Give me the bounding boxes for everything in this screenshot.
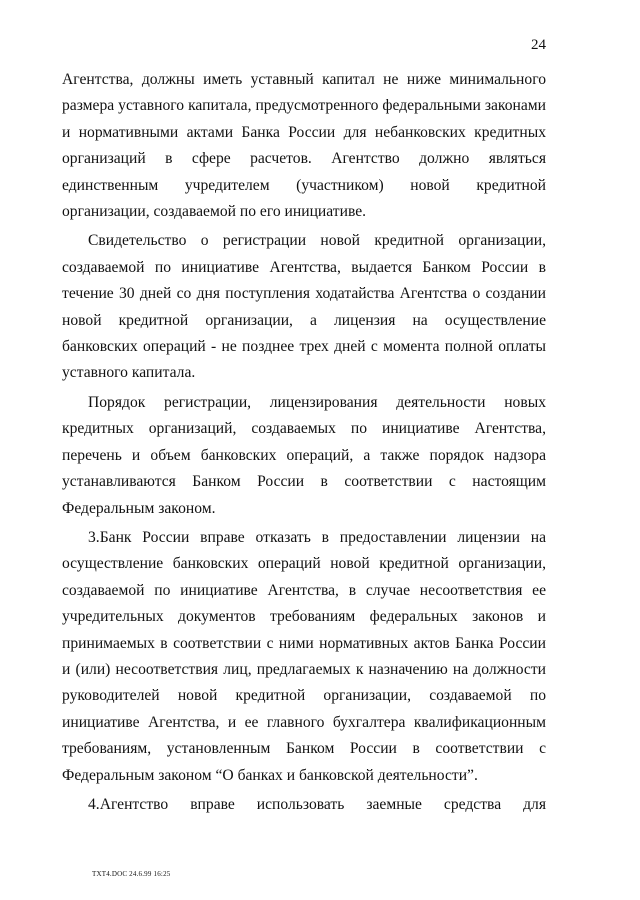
paragraph-clause-4: 4.Агентство вправе использовать заемные средства для bbox=[88, 795, 546, 813]
paragraph-clause-3: 3.Банк России вправе отказать в предоставлении лицензии на осуществление банковских операций новой кредитной организации, создаваемой по инициативе Агентства, в случае несоответствия ее учредительных документов требованиям федеральных законов и принимаемых в соответствии с ними нормативных актов Банка России и (или) несоответствия лиц, предлагаемых к назначению на должности руководителей новой кредитной организации, создаваемой по инициативе Агентства, и ее главного бухгалтера квалификационным требованиям, установленным Банком России в соответствии с Федеральным законом “О банках и банковской деятельности”. bbox=[62, 528, 546, 784]
document-footer: TXT4.DOC 24.6.99 16:25 bbox=[92, 870, 171, 878]
paragraph-continued: Агентства, должны иметь уставный капитал не ниже минимального размера уставного капитала, предусмотренного федеральными законами и нормативными актами Банка России для небанковских кредитных организаций в сфере расчетов. Агентство должно являться единственным учредителем (участником) новой кредитной организации, создаваемой по его инициативе. bbox=[62, 71, 546, 221]
paragraph-registration-certificate: Свидетельство о регистрации новой кредитной организации, создаваемой по инициативе Агентства, выдается Банком России в течение 30 дней со дня поступления ходатайства Агентства о создании новой кредитной организации, а лицензия на осуществление банковских операций - не позднее трех дней с момента полной оплаты уставного капитала. bbox=[62, 232, 546, 382]
document-body bbox=[62, 67, 546, 818]
paragraph-licensing-procedure: Порядок регистрации, лицензирования деятельности новых кредитных организаций, создаваемых по инициативе Агентства, перечень и объем банковских операций, а также порядок надзора устанавливаются Банком России в соответствии с настоящим Федеральным законом. bbox=[62, 393, 546, 517]
page-number: 24 bbox=[531, 37, 546, 53]
